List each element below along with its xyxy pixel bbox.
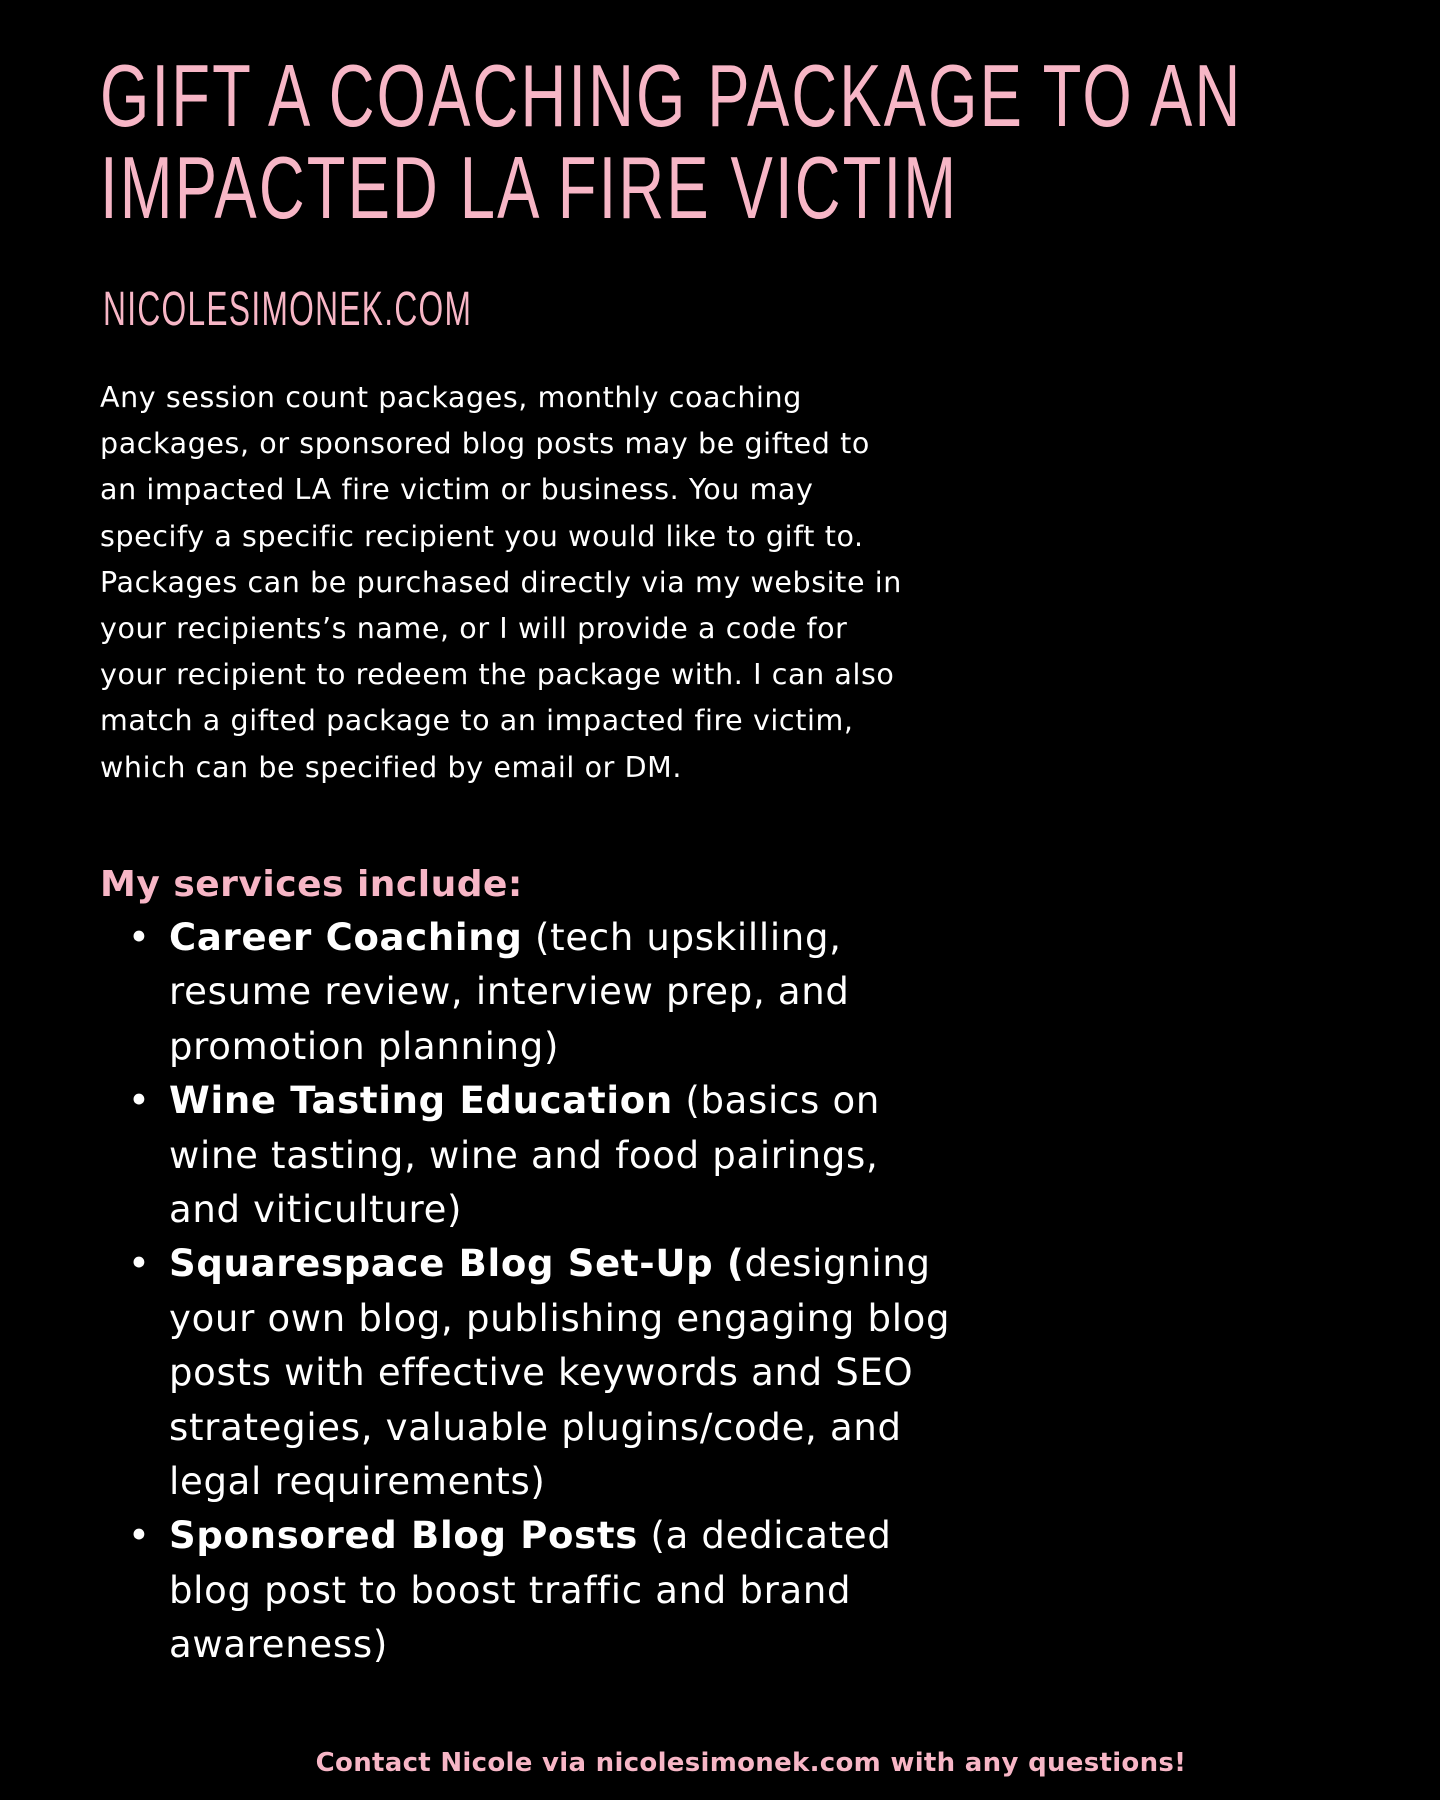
service-description: (tech upskilling,	[522, 916, 842, 959]
service-description-line: and viticulture)	[169, 1188, 463, 1232]
service-description-line: promotion planning)	[169, 1024, 560, 1068]
service-first-line	[169, 1509, 980, 1563]
bullet-icon: •	[128, 916, 151, 959]
website-label: NICOLESIMONEK.COM	[103, 283, 473, 336]
contact-footer: Contact Nicole via nicolesimonek.com with any questions!	[315, 1748, 1187, 1778]
bullet-icon: •	[128, 1242, 151, 1286]
service-description: designing	[744, 1242, 931, 1286]
service-description-line: your own blog, publishing engaging blog	[169, 1296, 951, 1340]
service-description-line: legal requirements)	[169, 1460, 546, 1504]
service-description: (basics on	[672, 1079, 880, 1123]
service-description-line: blog post to boost traffic and brand	[169, 1568, 852, 1612]
intro-line: packages, or sponsored blog posts may be gifted to	[100, 427, 870, 461]
service-description-line: resume review, interview prep, and	[169, 970, 850, 1014]
title-line-2: IMPACTED LA FIRE VICTIM	[100, 138, 959, 237]
intro-line: your recipient to redeem the package with. I can also	[100, 658, 895, 692]
service-description: (a dedicated	[637, 1514, 892, 1558]
service-name: Career Coaching	[169, 916, 523, 959]
intro-paragraph	[100, 375, 930, 791]
service-name: Wine Tasting Education	[169, 1079, 673, 1123]
service-name: Sponsored Blog Posts	[169, 1514, 638, 1558]
intro-line: an impacted LA fire victim or business. You may	[100, 473, 814, 507]
service-first-line	[169, 1237, 980, 1291]
service-description-line: wine tasting, wine and food pairings,	[169, 1133, 879, 1177]
intro-line: your recipients’s name, or I will provide a code for	[100, 612, 848, 646]
services-heading: My services include:	[100, 864, 523, 905]
service-description-line: strategies, valuable plugins/code, and	[169, 1405, 902, 1449]
service-first-line	[169, 911, 980, 965]
bullet-icon: •	[128, 1079, 151, 1123]
intro-line: Any session count packages, monthly coaching	[100, 381, 802, 414]
service-item-wine-tasting	[120, 1074, 980, 1237]
service-item-career-coaching	[120, 911, 980, 1074]
bullet-icon: •	[128, 1514, 151, 1558]
intro-line: match a gifted package to an impacted fire victim,	[100, 704, 854, 738]
service-description-line: posts with effective keywords and SEO	[169, 1351, 914, 1395]
service-description-line: awareness)	[169, 1623, 388, 1667]
intro-line: Packages can be purchased directly via my website in	[100, 565, 902, 599]
service-first-line	[169, 1074, 980, 1128]
services-list	[120, 911, 980, 1673]
intro-line: which can be specified by email or DM.	[100, 750, 683, 784]
title-line-1: GIFT A COACHING PACKAGE TO AN	[100, 46, 1243, 145]
service-item-sponsored-posts	[120, 1509, 980, 1672]
intro-line: specify a specific recipient you would like to gift to.	[100, 519, 864, 553]
page-title	[100, 46, 1243, 237]
service-name: Squarespace Blog Set-Up (	[169, 1242, 745, 1286]
service-item-squarespace-blog	[120, 1237, 980, 1509]
